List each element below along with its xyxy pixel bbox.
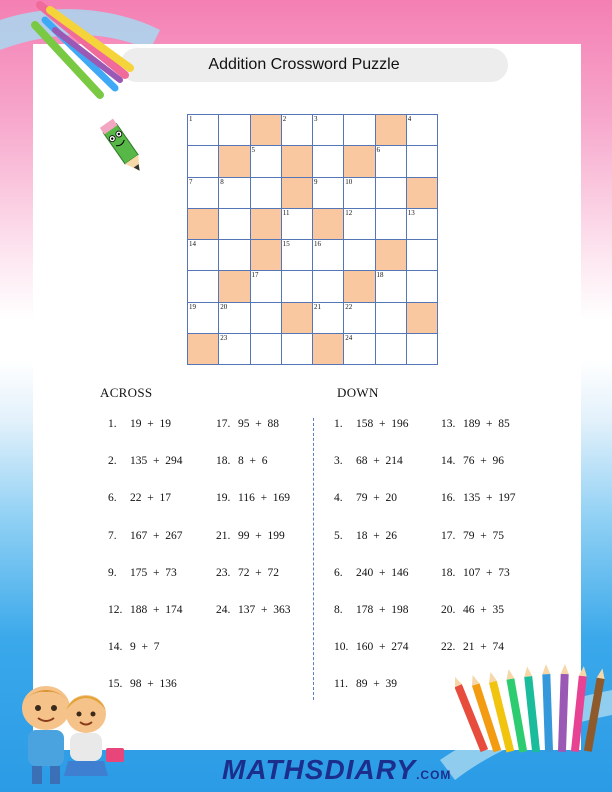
grid-cell[interactable] <box>219 334 250 365</box>
across-clue <box>216 530 285 542</box>
grid-cell[interactable] <box>188 115 219 146</box>
grid-cell[interactable] <box>344 334 375 365</box>
clue-number: 9. <box>108 566 117 579</box>
clue-expression: 8 + 6 <box>238 455 268 468</box>
cell-number: 24 <box>345 333 353 342</box>
clue-number: 22. <box>441 641 456 654</box>
clue-expression: 167 + 267 <box>130 529 183 542</box>
clue-number: 21. <box>216 529 231 542</box>
grid-cell[interactable] <box>376 303 407 334</box>
clue-expression: 189 + 85 <box>463 418 510 430</box>
grid-cell[interactable] <box>282 334 313 365</box>
cell-number: 22 <box>345 302 353 311</box>
clue-expression: 178 + 198 <box>356 604 409 616</box>
across-clue <box>108 641 160 653</box>
clue-number: 17. <box>441 529 456 542</box>
cell-number: 17 <box>251 271 259 280</box>
clue-number: 24. <box>216 604 231 616</box>
clue-number: 13. <box>441 418 456 430</box>
page-title: Addition Crossword Puzzle <box>208 56 400 73</box>
grid-cell[interactable] <box>313 146 344 177</box>
grid-cell[interactable] <box>376 271 407 302</box>
across-heading: ACROSS <box>100 385 153 400</box>
clue-expression: 18 + 26 <box>356 529 397 542</box>
grid-cell-shaded <box>407 178 438 209</box>
across-clue <box>216 418 279 430</box>
cell-number: 20 <box>220 302 228 311</box>
across-clue <box>216 455 268 467</box>
cell-number: 13 <box>407 208 415 217</box>
grid-cell[interactable] <box>219 209 250 240</box>
clue-number: 8. <box>334 604 343 616</box>
cell-number: 15 <box>282 240 290 248</box>
clue-expression: 240 + 146 <box>356 566 409 579</box>
grid-cell[interactable] <box>313 303 344 334</box>
clue-expression: 98 + 136 <box>130 678 177 691</box>
clue-number: 11. <box>334 678 348 691</box>
clue-number: 20. <box>441 604 456 616</box>
clue-expression: 188 + 174 <box>130 604 183 616</box>
pencil-mascot-icon <box>98 112 148 182</box>
down-clue <box>334 678 397 690</box>
clue-number: 10. <box>334 641 349 654</box>
grid-cell[interactable] <box>376 146 407 177</box>
cell-number: 23 <box>220 333 228 342</box>
cell-number: 8 <box>220 177 224 186</box>
cell-number: 21 <box>314 302 321 311</box>
clue-expression: 79 + 75 <box>463 529 504 542</box>
down-clue <box>441 455 504 467</box>
clue-number: 12. <box>108 604 123 616</box>
grid-cell[interactable] <box>282 240 313 271</box>
grid-cell[interactable] <box>251 334 282 365</box>
across-clue <box>108 567 177 579</box>
clue-number: 7. <box>108 529 117 542</box>
grid-cell-shaded <box>251 115 282 146</box>
clue-number: 14. <box>108 641 123 654</box>
cell-number: 9 <box>314 177 318 186</box>
across-clue <box>216 604 291 616</box>
cell-number: 10 <box>345 177 353 186</box>
clue-number: 17. <box>216 418 231 430</box>
clue-number: 1. <box>108 418 117 430</box>
grid-cell[interactable] <box>188 271 219 302</box>
clue-number: 16. <box>441 492 456 505</box>
down-clue <box>441 641 504 653</box>
grid-cell[interactable] <box>376 209 407 240</box>
cell-number: 4 <box>407 115 412 123</box>
grid-cell[interactable] <box>313 178 344 209</box>
grid-cell-shaded <box>251 240 282 271</box>
grid-cell[interactable] <box>251 303 282 334</box>
clue-number: 6. <box>108 492 117 505</box>
grid-cell[interactable] <box>407 115 438 146</box>
clue-expression: 99 + 199 <box>238 529 285 542</box>
down-clue <box>334 567 409 579</box>
clue-expression: 9 + 7 <box>130 641 160 654</box>
clue-expression: 19 + 19 <box>130 418 171 430</box>
clue-number: 4. <box>334 492 343 505</box>
grid-cell[interactable] <box>344 209 375 240</box>
grid-cell-shaded <box>344 271 375 302</box>
clue-expression: 46 + 35 <box>463 604 504 616</box>
grid-cell-shaded <box>376 115 407 146</box>
clue-number: 5. <box>334 529 343 542</box>
grid-cell[interactable] <box>344 240 375 271</box>
grid-cell[interactable] <box>407 146 438 177</box>
clue-expression: 22 + 17 <box>130 492 171 505</box>
cell-number: 11 <box>282 208 290 217</box>
grid-cell-shaded <box>282 303 313 334</box>
cell-number: 7 <box>189 177 193 186</box>
down-clue <box>334 641 409 653</box>
down-clue <box>441 492 516 504</box>
cell-number: 18 <box>376 271 384 280</box>
grid-cell[interactable] <box>313 115 344 146</box>
brand-logo <box>222 754 451 786</box>
across-clue <box>108 418 171 430</box>
grid-cell[interactable] <box>344 178 375 209</box>
clue-number: 19. <box>216 492 231 505</box>
grid-cell[interactable] <box>188 240 219 271</box>
down-heading: DOWN <box>337 385 379 400</box>
cell-number: 14 <box>189 240 196 248</box>
across-clue <box>108 455 183 467</box>
grid-cell[interactable] <box>313 271 344 302</box>
cell-number: 1 <box>189 115 193 123</box>
cell-number: 3 <box>314 115 318 123</box>
clue-expression: 89 + 39 <box>356 678 397 691</box>
down-clue <box>334 455 403 467</box>
grid-cell[interactable] <box>188 178 219 209</box>
clue-expression: 76 + 96 <box>463 455 504 468</box>
clue-number: 1. <box>334 418 343 430</box>
across-clue <box>216 567 279 579</box>
grid-cell[interactable] <box>313 240 344 271</box>
kids-illustration <box>8 676 128 786</box>
grid-cell-shaded <box>407 303 438 334</box>
grid-cell[interactable] <box>219 115 250 146</box>
clue-number: 6. <box>334 566 343 579</box>
pens-illustration <box>30 0 160 110</box>
brand-suffix: .COM <box>416 768 452 782</box>
grid-cell[interactable] <box>219 303 250 334</box>
down-clue <box>334 492 397 504</box>
cell-number: 2 <box>282 115 287 123</box>
clue-number: 14. <box>441 455 456 468</box>
clue-expression: 158 + 196 <box>356 418 409 430</box>
colored-pencils-illustration <box>455 662 605 772</box>
grid-cell-shaded <box>188 209 219 240</box>
cell-number: 5 <box>251 146 255 155</box>
grid-cell[interactable] <box>219 240 250 271</box>
clue-expression: 68 + 214 <box>356 455 403 468</box>
grid-cell[interactable] <box>282 271 313 302</box>
grid-cell[interactable] <box>376 334 407 365</box>
clue-expression: 135 + 197 <box>463 492 516 505</box>
grid-cell[interactable] <box>219 178 250 209</box>
down-clue <box>441 530 504 542</box>
clue-expression: 107 + 73 <box>463 566 510 579</box>
grid-cell-shaded <box>344 146 375 177</box>
cell-number: 19 <box>189 302 196 311</box>
cell-number: 6 <box>376 146 380 155</box>
across-clue <box>216 492 290 504</box>
title-bar <box>120 48 508 82</box>
grid-cell-shaded <box>219 271 250 302</box>
grid-cell[interactable] <box>188 303 219 334</box>
grid-cell[interactable] <box>282 115 313 146</box>
down-clue <box>334 418 409 430</box>
down-clue <box>441 418 510 430</box>
clue-number: 3. <box>334 455 343 468</box>
cell-number: 12 <box>345 208 353 217</box>
grid-cell-shaded <box>313 209 344 240</box>
clue-expression: 175 + 73 <box>130 566 177 579</box>
cell-number: 16 <box>314 240 321 248</box>
clue-expression: 95 + 88 <box>238 418 279 430</box>
grid-cell[interactable] <box>407 334 438 365</box>
grid-cell-shaded <box>282 146 313 177</box>
grid-cell[interactable] <box>407 209 438 240</box>
clue-expression: 137 + 363 <box>238 604 291 616</box>
grid-cell[interactable] <box>407 271 438 302</box>
grid-cell-shaded <box>313 334 344 365</box>
clue-number: 18. <box>441 566 456 579</box>
brand-name: MATHSDIARY <box>222 754 417 785</box>
grid-cell[interactable] <box>376 178 407 209</box>
clue-number: 18. <box>216 455 231 468</box>
clue-expression: 79 + 20 <box>356 492 397 505</box>
grid-cell[interactable] <box>188 146 219 177</box>
grid-cell-shaded <box>376 240 407 271</box>
crossword-grid <box>187 114 438 365</box>
grid-cell[interactable] <box>344 303 375 334</box>
clue-number: 2. <box>108 455 117 468</box>
column-divider <box>313 418 314 700</box>
grid-cell[interactable] <box>344 115 375 146</box>
grid-cell-shaded <box>251 209 282 240</box>
grid-cell[interactable] <box>282 209 313 240</box>
across-clue <box>108 530 183 542</box>
down-clue <box>334 604 409 616</box>
grid-cell-shaded <box>188 334 219 365</box>
across-clue <box>108 604 183 616</box>
clue-expression: 160 + 274 <box>356 641 409 654</box>
clue-number: 15. <box>108 678 123 691</box>
down-clue <box>441 567 510 579</box>
grid-cell-shaded <box>282 178 313 209</box>
grid-cell[interactable] <box>251 178 282 209</box>
grid-cell-shaded <box>219 146 250 177</box>
clue-expression: 116 + 169 <box>238 492 291 505</box>
clue-expression: 21 + 74 <box>463 641 504 654</box>
down-clue <box>441 604 504 616</box>
down-clue <box>334 530 397 542</box>
clue-expression: 135 + 294 <box>130 455 183 468</box>
grid-cell[interactable] <box>407 240 438 271</box>
clue-expression: 72 + 72 <box>238 566 279 579</box>
grid-cell[interactable] <box>251 271 282 302</box>
grid-cell[interactable] <box>251 146 282 177</box>
across-clue <box>108 492 171 504</box>
clue-number: 23. <box>216 566 231 579</box>
